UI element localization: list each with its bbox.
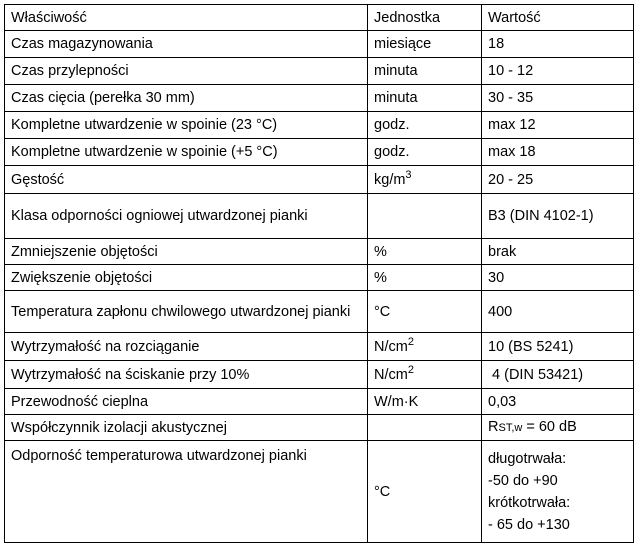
value-subscript: ST,w (498, 422, 523, 434)
header-value: Wartość (482, 5, 634, 31)
value-cell (482, 415, 634, 441)
table-row (5, 291, 634, 333)
value-rest: = 60 dB (522, 419, 577, 435)
property-cell: Czas przylepności (5, 58, 368, 85)
value-cell: 30 (482, 265, 634, 291)
property-cell: Współczynnik izolacji akustycznej (5, 415, 368, 441)
property-cell: Zmniejszenie objętości (5, 239, 368, 265)
value-cell: max 12 (482, 112, 634, 139)
unit-cell (368, 415, 482, 441)
table-row (5, 415, 634, 441)
unit-cell: godz. (368, 139, 482, 166)
value-cell: 400 (482, 291, 634, 333)
value-cell: 10 (BS 5241) (482, 333, 634, 361)
table-header-row (5, 5, 634, 31)
value-cell: B3 (DIN 4102-1) (482, 194, 634, 239)
property-cell: Klasa odporności ogniowej utwardzonej pianki (5, 194, 368, 239)
unit-exponent: 3 (405, 168, 412, 181)
property-cell: Przewodność cieplna (5, 389, 368, 415)
unit-cell: % (368, 239, 482, 265)
unit-cell: °C (368, 291, 482, 333)
property-cell: Gęstość (5, 166, 368, 194)
value-cell: 0,03 (482, 389, 634, 415)
properties-table (4, 4, 634, 543)
table-row (5, 194, 634, 239)
table-row (5, 85, 634, 112)
value-cell: 4 (DIN 53421) (482, 361, 634, 389)
value-line: długotrwała: (488, 450, 567, 467)
table-row (5, 389, 634, 415)
unit-cell (368, 166, 482, 194)
unit-cell: miesiące (368, 31, 482, 58)
value-cell: brak (482, 239, 634, 265)
unit-cell (368, 361, 482, 389)
header-unit: Jednostka (368, 5, 482, 31)
unit-cell: °C (368, 441, 482, 543)
property-cell: Kompletne utwardzenie w spoinie (23 °C) (5, 112, 368, 139)
unit-exponent: 2 (407, 335, 414, 348)
unit-cell: W/m·K (368, 389, 482, 415)
table-row (5, 333, 634, 361)
unit-cell (368, 333, 482, 361)
unit-base: N/cm (374, 366, 408, 383)
property-cell: Czas cięcia (perełka 30 mm) (5, 85, 368, 112)
property-cell: Czas magazynowania (5, 31, 368, 58)
value-cell: 20 - 25 (482, 166, 634, 194)
table-row (5, 112, 634, 139)
value-cell: 10 - 12 (482, 58, 634, 85)
property-cell: Wytrzymałość na ściskanie przy 10% (5, 361, 368, 389)
unit-cell: minuta (368, 85, 482, 112)
value-cell (482, 441, 634, 543)
table-row (5, 239, 634, 265)
table-row (5, 31, 634, 58)
value-line: -50 do +90 (488, 472, 558, 489)
value-line: - 65 do +130 (488, 516, 570, 533)
header-property: Właściwość (5, 5, 368, 31)
unit-cell: minuta (368, 58, 482, 85)
unit-cell (368, 194, 482, 239)
table-row (5, 166, 634, 194)
property-cell: Kompletne utwardzenie w spoinie (+5 °C) (5, 139, 368, 166)
table-row (5, 265, 634, 291)
property-cell: Temperatura zapłonu chwilowego utwardzonej pianki (5, 291, 368, 333)
table-row (5, 441, 634, 543)
value-line: krótkotrwała: (488, 494, 571, 511)
value-base: R (488, 419, 499, 435)
unit-cell: % (368, 265, 482, 291)
property-cell: Odporność temperaturowa utwardzonej pianki (5, 441, 368, 543)
unit-cell: godz. (368, 112, 482, 139)
unit-exponent: 2 (407, 363, 414, 376)
value-cell: 30 - 35 (482, 85, 634, 112)
table-row (5, 361, 634, 389)
table-row (5, 58, 634, 85)
property-cell: Zwiększenie objętości (5, 265, 368, 291)
property-cell: Wytrzymałość na rozciąganie (5, 333, 368, 361)
value-cell: 18 (482, 31, 634, 58)
unit-base: kg/m (374, 171, 406, 188)
table-row (5, 139, 634, 166)
unit-base: N/cm (374, 338, 408, 355)
value-cell: max 18 (482, 139, 634, 166)
